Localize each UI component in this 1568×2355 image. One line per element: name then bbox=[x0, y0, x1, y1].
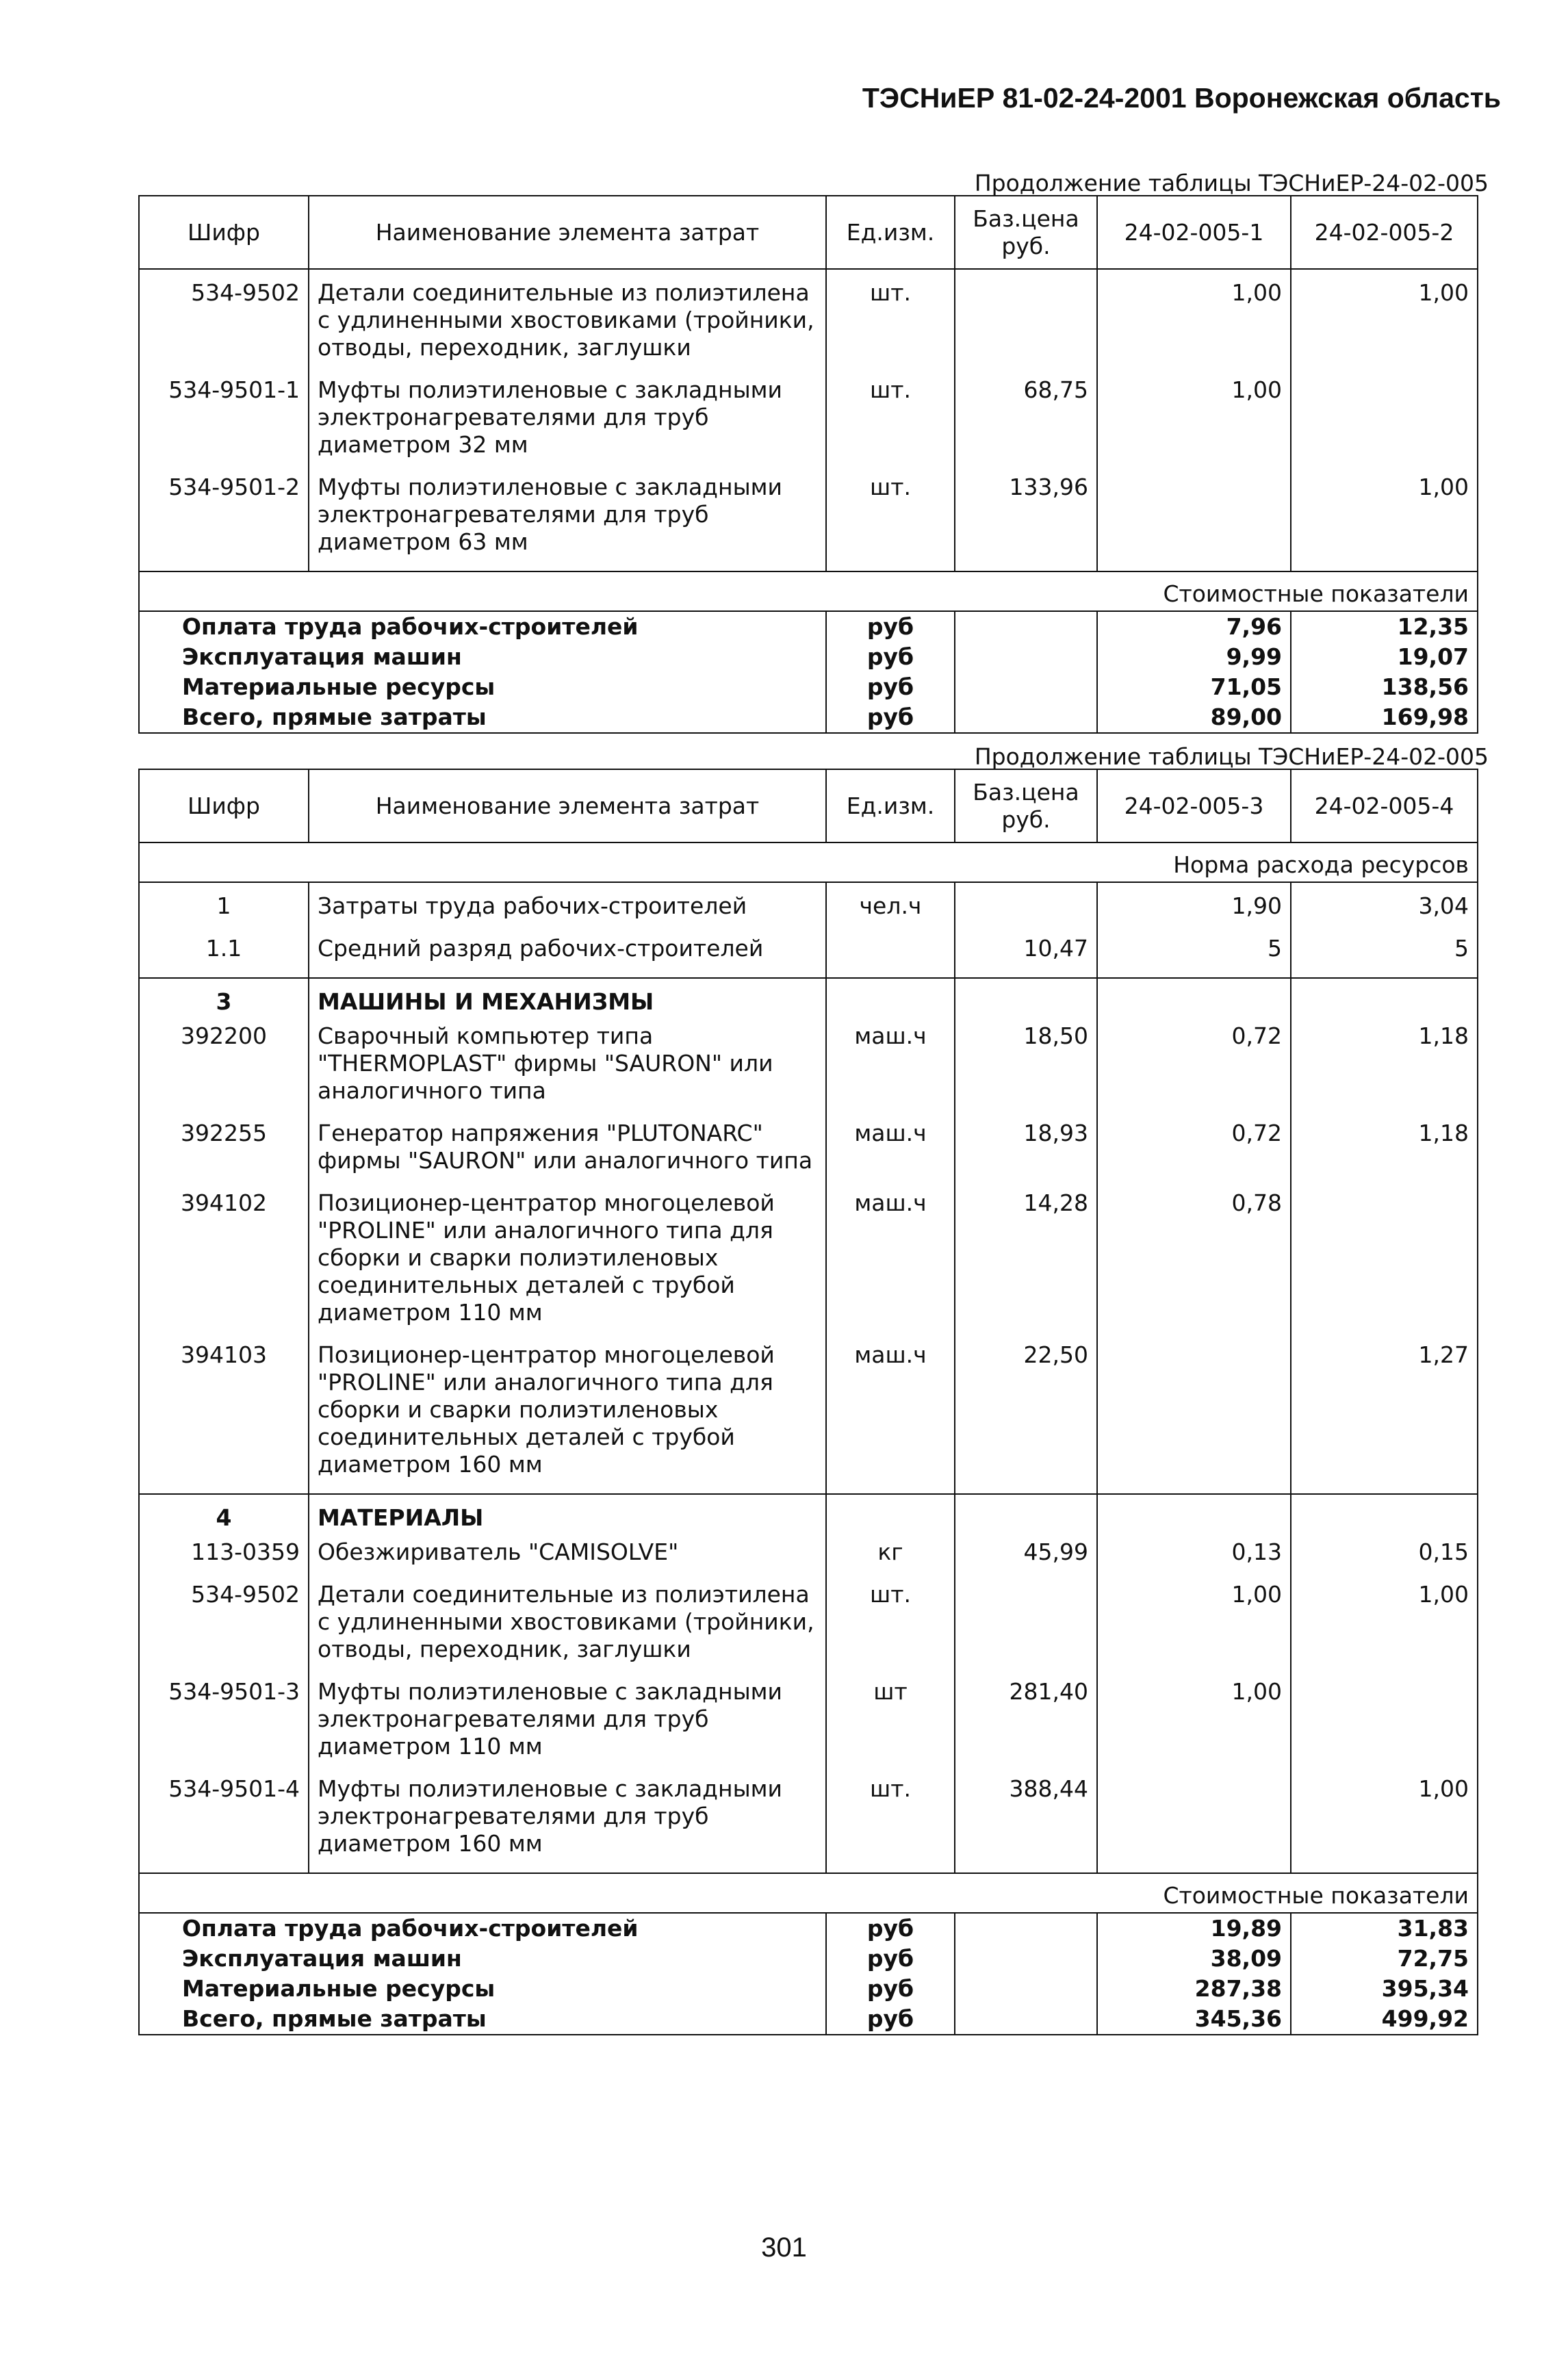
row-unit: шт. bbox=[826, 269, 955, 376]
row-code: 1 bbox=[139, 882, 309, 935]
header-price: Баз.цена руб. bbox=[955, 196, 1097, 269]
row-value-1: 0,72 bbox=[1097, 1120, 1291, 1189]
document-title: ТЭСНиЕР 81-02-24-2001 Воронежская область bbox=[862, 82, 1501, 114]
table-header-row bbox=[139, 196, 1478, 269]
summary-label: Материальные ресурсы bbox=[139, 1974, 826, 2004]
header-unit: Ед.изм. bbox=[826, 769, 955, 842]
summary-label: Всего, прямые затраты bbox=[139, 702, 826, 733]
summary-row bbox=[139, 1974, 1478, 2004]
row-price: 10,47 bbox=[955, 935, 1097, 978]
row-unit: шт. bbox=[826, 1775, 955, 1873]
table-row bbox=[139, 269, 1478, 376]
row-unit: шт. bbox=[826, 376, 955, 474]
row-value-1: 1,00 bbox=[1097, 1678, 1291, 1775]
table-row bbox=[139, 1189, 1478, 1341]
cost-indicators-label: Стоимостные показатели bbox=[139, 571, 1478, 611]
summary-value-1: 9,99 bbox=[1097, 642, 1291, 672]
summary-label: Материальные ресурсы bbox=[139, 672, 826, 702]
row-code: 1.1 bbox=[139, 935, 309, 978]
summary-value-1: 7,96 bbox=[1097, 611, 1291, 642]
header-price: Баз.цена руб. bbox=[955, 769, 1097, 842]
table-row bbox=[139, 1581, 1478, 1678]
summary-row bbox=[139, 672, 1478, 702]
row-code: 534-9502 bbox=[139, 1581, 309, 1678]
row-value-1: 0,72 bbox=[1097, 1022, 1291, 1120]
row-value-2: 0,15 bbox=[1291, 1539, 1478, 1581]
row-name: Муфты полиэтиленовые с закладными электронагревателями для труб диаметром 32 мм bbox=[309, 376, 826, 474]
table-row bbox=[139, 376, 1478, 474]
summary-unit: руб bbox=[826, 1944, 955, 1974]
row-code: 113-0359 bbox=[139, 1539, 309, 1581]
table-row bbox=[139, 1120, 1478, 1189]
row-value-1 bbox=[1097, 1341, 1291, 1494]
row-name: Муфты полиэтиленовые с закладными электронагревателями для труб диаметром 110 мм bbox=[309, 1678, 826, 1775]
row-price bbox=[955, 1581, 1097, 1678]
summary-label: Эксплуатация машин bbox=[139, 1944, 826, 1974]
row-code: 392255 bbox=[139, 1120, 309, 1189]
row-name: Муфты полиэтиленовые с закладными электронагревателями для труб диаметром 160 мм bbox=[309, 1775, 826, 1873]
summary-value-2: 499,92 bbox=[1291, 2004, 1478, 2035]
summary-value-2: 169,98 bbox=[1291, 702, 1478, 733]
row-value-2: 1,18 bbox=[1291, 1022, 1478, 1120]
header-name: Наименование элемента затрат bbox=[309, 769, 826, 842]
summary-value-1: 345,36 bbox=[1097, 2004, 1291, 2035]
row-value-1: 0,13 bbox=[1097, 1539, 1291, 1581]
row-code: 534-9501-3 bbox=[139, 1678, 309, 1775]
row-code: 392200 bbox=[139, 1022, 309, 1120]
summary-price bbox=[955, 1913, 1097, 1944]
summary-row bbox=[139, 2004, 1478, 2035]
summary-value-1: 19,89 bbox=[1097, 1913, 1291, 1944]
summary-price bbox=[955, 2004, 1097, 2035]
summary-value-2: 72,75 bbox=[1291, 1944, 1478, 1974]
summary-row bbox=[139, 702, 1478, 733]
section-row bbox=[139, 978, 1478, 1022]
row-unit: маш.ч bbox=[826, 1022, 955, 1120]
table-row bbox=[139, 1022, 1478, 1120]
table-caption: Продолжение таблицы ТЭСНиЕР-24-02-005 bbox=[974, 743, 1489, 770]
row-unit: шт. bbox=[826, 474, 955, 571]
row-price: 281,40 bbox=[955, 1678, 1097, 1775]
row-value-2 bbox=[1291, 1678, 1478, 1775]
table-row bbox=[139, 1539, 1478, 1581]
row-value-1: 1,90 bbox=[1097, 882, 1291, 935]
header-name: Наименование элемента затрат bbox=[309, 196, 826, 269]
summary-label: Всего, прямые затраты bbox=[139, 2004, 826, 2035]
row-value-1: 1,00 bbox=[1097, 269, 1291, 376]
row-price bbox=[955, 882, 1097, 935]
row-value-2: 3,04 bbox=[1291, 882, 1478, 935]
row-value-2 bbox=[1291, 376, 1478, 474]
row-value-1: 1,00 bbox=[1097, 1581, 1291, 1678]
summary-unit: руб bbox=[826, 672, 955, 702]
table-row bbox=[139, 1341, 1478, 1494]
summary-label: Эксплуатация машин bbox=[139, 642, 826, 672]
table-row bbox=[139, 935, 1478, 978]
table-row bbox=[139, 474, 1478, 571]
table-row bbox=[139, 882, 1478, 935]
row-value-2: 1,18 bbox=[1291, 1120, 1478, 1189]
summary-price bbox=[955, 702, 1097, 733]
row-unit: кг bbox=[826, 1539, 955, 1581]
row-value-2: 1,27 bbox=[1291, 1341, 1478, 1494]
summary-value-2: 395,34 bbox=[1291, 1974, 1478, 2004]
estimate-table-1 bbox=[138, 195, 1478, 734]
row-value-1 bbox=[1097, 1775, 1291, 1873]
row-price: 22,50 bbox=[955, 1341, 1097, 1494]
band-row bbox=[139, 842, 1478, 882]
summary-price bbox=[955, 611, 1097, 642]
row-price: 18,93 bbox=[955, 1120, 1097, 1189]
section-title: МАТЕРИАЛЫ bbox=[309, 1494, 826, 1539]
summary-value-1: 71,05 bbox=[1097, 672, 1291, 702]
row-name: Детали соединительные из полиэтилена с удлиненными хвостовиками (тройники, отводы, переходник, заглушки bbox=[309, 1581, 826, 1678]
header-code: Шифр bbox=[139, 769, 309, 842]
header-col2: 24-02-005-2 bbox=[1291, 196, 1478, 269]
row-unit: шт. bbox=[826, 1581, 955, 1678]
row-name: Затраты труда рабочих-строителей bbox=[309, 882, 826, 935]
row-name: Обезжириватель "CAMISOLVE" bbox=[309, 1539, 826, 1581]
row-value-2: 1,00 bbox=[1291, 1775, 1478, 1873]
header-col1: 24-02-005-3 bbox=[1097, 769, 1291, 842]
summary-unit: руб bbox=[826, 2004, 955, 2035]
summary-value-1: 38,09 bbox=[1097, 1944, 1291, 1974]
row-value-1: 5 bbox=[1097, 935, 1291, 978]
summary-row bbox=[139, 611, 1478, 642]
row-unit bbox=[826, 935, 955, 978]
summary-value-1: 89,00 bbox=[1097, 702, 1291, 733]
table-header-row bbox=[139, 769, 1478, 842]
row-name: Сварочный компьютер типа "THERMOPLAST" фирмы "SAURON" или аналогичного типа bbox=[309, 1022, 826, 1120]
row-code: 534-9501-2 bbox=[139, 474, 309, 571]
row-name: Средний разряд рабочих-строителей bbox=[309, 935, 826, 978]
section-title: МАШИНЫ И МЕХАНИЗМЫ bbox=[309, 978, 826, 1022]
row-value-2: 1,00 bbox=[1291, 1581, 1478, 1678]
summary-row bbox=[139, 1913, 1478, 1944]
summary-row bbox=[139, 642, 1478, 672]
row-code: 534-9501-1 bbox=[139, 376, 309, 474]
resource-norm-label: Норма расхода ресурсов bbox=[139, 842, 1478, 882]
row-name: Позиционер-центратор многоцелевой "PROLINE" или аналогичного типа для сборки и сварки полиэтиленовых соединительных деталей с трубой диаметром 110 мм bbox=[309, 1189, 826, 1341]
row-value-1 bbox=[1097, 474, 1291, 571]
band-row bbox=[139, 1873, 1478, 1913]
summary-value-2: 19,07 bbox=[1291, 642, 1478, 672]
row-name: Муфты полиэтиленовые с закладными электронагревателями для труб диаметром 63 мм bbox=[309, 474, 826, 571]
row-unit: шт bbox=[826, 1678, 955, 1775]
row-unit: чел.ч bbox=[826, 882, 955, 935]
row-unit: маш.ч bbox=[826, 1341, 955, 1494]
row-price: 133,96 bbox=[955, 474, 1097, 571]
summary-price bbox=[955, 672, 1097, 702]
row-value-2: 5 bbox=[1291, 935, 1478, 978]
row-price: 388,44 bbox=[955, 1775, 1097, 1873]
cost-indicators-label: Стоимостные показатели bbox=[139, 1873, 1478, 1913]
header-unit: Ед.изм. bbox=[826, 196, 955, 269]
row-unit: маш.ч bbox=[826, 1189, 955, 1341]
row-value-1: 1,00 bbox=[1097, 376, 1291, 474]
table-row bbox=[139, 1678, 1478, 1775]
header-col1: 24-02-005-1 bbox=[1097, 196, 1291, 269]
summary-unit: руб bbox=[826, 642, 955, 672]
summary-value-2: 12,35 bbox=[1291, 611, 1478, 642]
summary-unit: руб bbox=[826, 1974, 955, 2004]
row-price: 68,75 bbox=[955, 376, 1097, 474]
summary-unit: руб bbox=[826, 1913, 955, 1944]
row-value-2 bbox=[1291, 1189, 1478, 1341]
row-code: 394103 bbox=[139, 1341, 309, 1494]
summary-unit: руб bbox=[826, 702, 955, 733]
summary-price bbox=[955, 1944, 1097, 1974]
summary-label: Оплата труда рабочих-строителей bbox=[139, 1913, 826, 1944]
row-code: 534-9502 bbox=[139, 269, 309, 376]
band-row bbox=[139, 571, 1478, 611]
row-code: 534-9501-4 bbox=[139, 1775, 309, 1873]
section-code: 4 bbox=[139, 1494, 309, 1539]
row-name: Детали соединительные из полиэтилена с удлиненными хвостовиками (тройники, отводы, переходник, заглушки bbox=[309, 269, 826, 376]
row-value-2: 1,00 bbox=[1291, 269, 1478, 376]
page-number: 301 bbox=[761, 2232, 807, 2263]
summary-unit: руб bbox=[826, 611, 955, 642]
summary-price bbox=[955, 642, 1097, 672]
summary-price bbox=[955, 1974, 1097, 2004]
header-col2: 24-02-005-4 bbox=[1291, 769, 1478, 842]
row-name: Позиционер-центратор многоцелевой "PROLINE" или аналогичного типа для сборки и сварки полиэтиленовых соединительных деталей с трубой диаметром 160 мм bbox=[309, 1341, 826, 1494]
table-caption: Продолжение таблицы ТЭСНиЕР-24-02-005 bbox=[974, 170, 1489, 196]
row-value-2: 1,00 bbox=[1291, 474, 1478, 571]
header-code: Шифр bbox=[139, 196, 309, 269]
summary-value-2: 31,83 bbox=[1291, 1913, 1478, 1944]
summary-value-1: 287,38 bbox=[1097, 1974, 1291, 2004]
row-price bbox=[955, 269, 1097, 376]
table-row bbox=[139, 1775, 1478, 1873]
summary-label: Оплата труда рабочих-строителей bbox=[139, 611, 826, 642]
summary-row bbox=[139, 1944, 1478, 1974]
row-unit: маш.ч bbox=[826, 1120, 955, 1189]
row-price: 18,50 bbox=[955, 1022, 1097, 1120]
row-name: Генератор напряжения "PLUTONARC" фирмы "SAURON" или аналогичного типа bbox=[309, 1120, 826, 1189]
section-code: 3 bbox=[139, 978, 309, 1022]
estimate-table-2 bbox=[138, 769, 1478, 2035]
row-value-1: 0,78 bbox=[1097, 1189, 1291, 1341]
row-code: 394102 bbox=[139, 1189, 309, 1341]
row-price: 14,28 bbox=[955, 1189, 1097, 1341]
section-row bbox=[139, 1494, 1478, 1539]
row-price: 45,99 bbox=[955, 1539, 1097, 1581]
summary-value-2: 138,56 bbox=[1291, 672, 1478, 702]
